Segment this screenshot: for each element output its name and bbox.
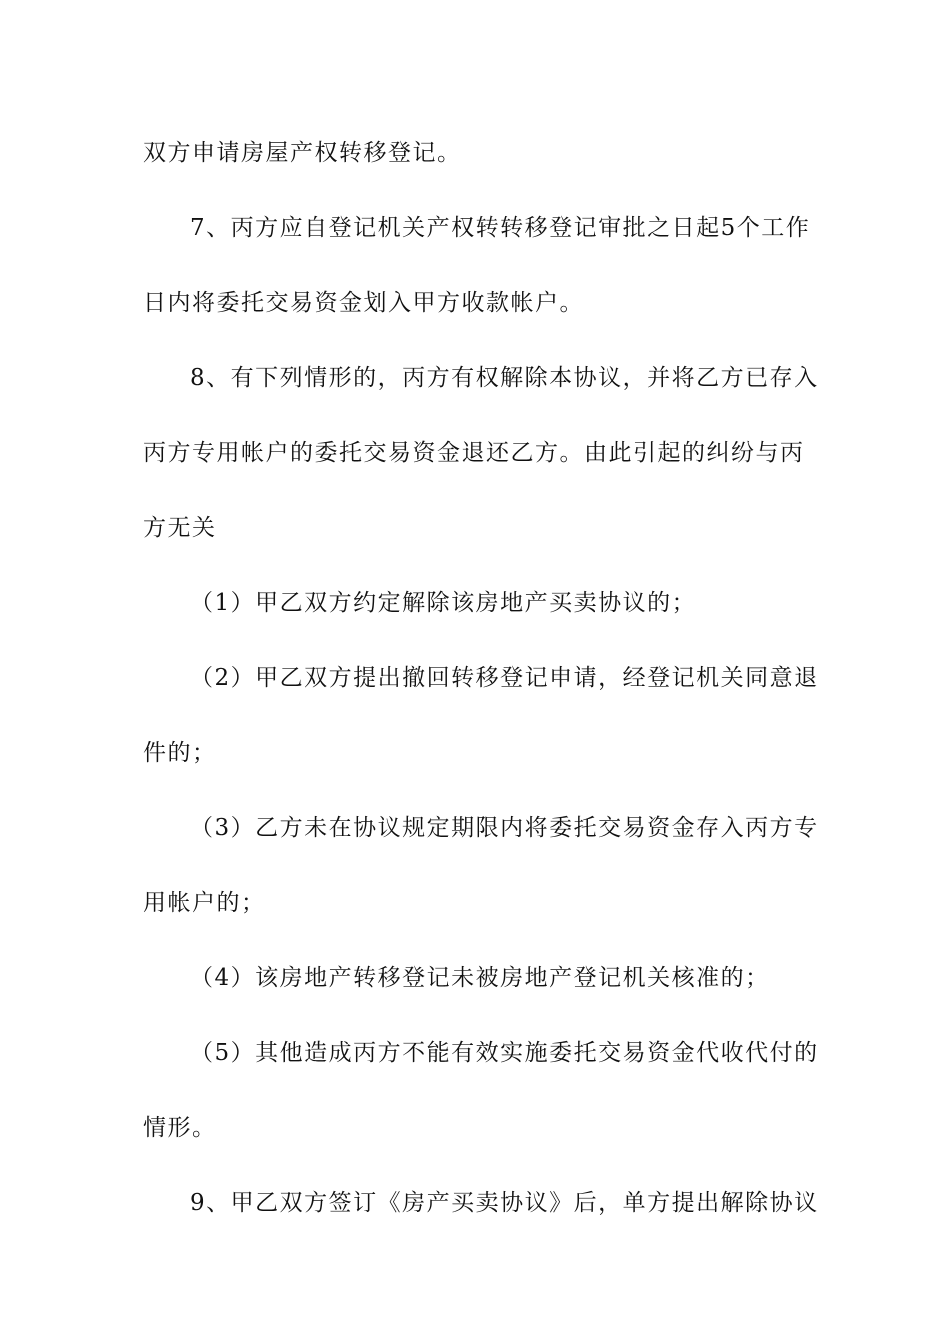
text-line-4: 8、有下列情形的，丙方有权解除本协议，并将乙方已存入	[190, 365, 819, 391]
text-line-11: 用帐户的；	[143, 890, 266, 916]
text-line-14: 情形。	[143, 1115, 217, 1141]
text-line-13: （5）其他造成丙方不能有效实施委托交易资金代收代付的	[190, 1040, 819, 1066]
text-line-5: 丙方专用帐户的委托交易资金退还乙方。由此引起的纠纷与丙	[143, 440, 805, 466]
text-line-8: （2）甲乙双方提出撤回转移登记申请，经登记机关同意退	[190, 665, 819, 691]
text-line-10: （3）乙方未在协议规定期限内将委托交易资金存入丙方专	[190, 815, 819, 841]
text-line-1: 双方申请房屋产权转移登记。	[143, 140, 462, 166]
text-line-2: 7、丙方应自登记机关产权转转移登记审批之日起5个工作	[190, 215, 811, 241]
text-line-9: 件的；	[143, 740, 217, 766]
text-line-6: 方无关	[143, 515, 217, 541]
text-line-12: （4）该房地产转移登记未被房地产登记机关核准的；	[190, 965, 770, 991]
text-line-3: 日内将委托交易资金划入甲方收款帐户。	[143, 290, 584, 316]
text-line-15: 9、甲乙双方签订《房产买卖协议》后，单方提出解除协议	[190, 1190, 819, 1216]
text-line-7: （1）甲乙双方约定解除该房地产买卖协议的；	[190, 590, 697, 616]
